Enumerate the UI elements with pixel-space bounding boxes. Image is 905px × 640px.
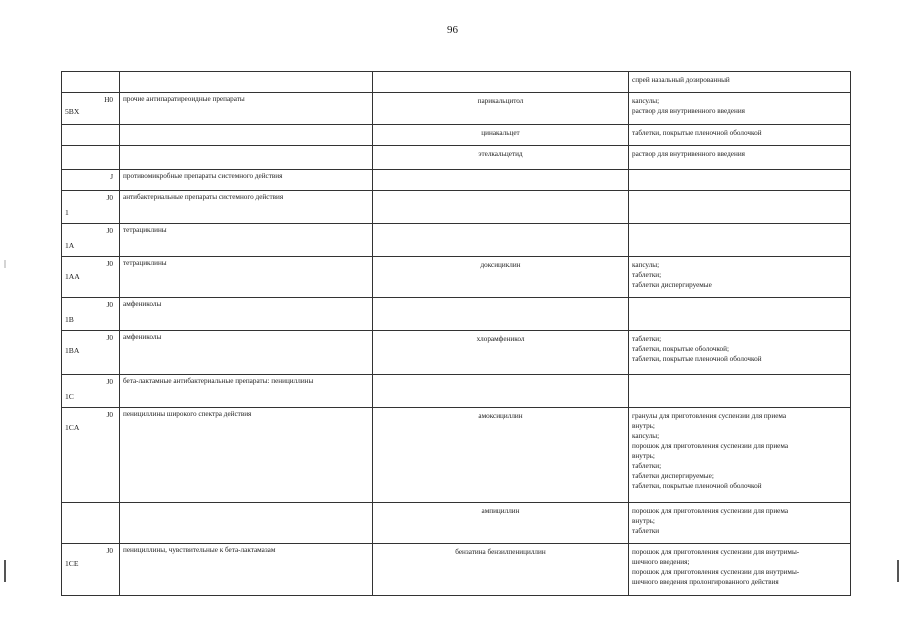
table-row (62, 224, 851, 257)
nonproprietary-name-cell (373, 224, 629, 257)
left-margin-mark (4, 260, 6, 268)
atc-code: 1A (65, 241, 75, 250)
nonproprietary-name-cell: ампициллин (373, 503, 629, 544)
dosage-form-line: шечного введения; (632, 558, 690, 566)
dosage-form-line: гранулы для приготовления суспензии для приема (632, 412, 787, 420)
table-row (62, 170, 851, 191)
table-row (62, 93, 851, 125)
dosage-forms-cell (629, 146, 851, 170)
dosage-form-line: таблетки; (632, 335, 662, 343)
atc-code-suffix: J (110, 173, 113, 181)
table-row (62, 544, 851, 596)
atc-code-suffix: J0 (106, 260, 113, 268)
atc-code: 1AA (65, 272, 80, 281)
anatomical-group-cell (120, 72, 373, 93)
anatomical-group-cell: бета-лактамные антибактериальные препараты: пенициллины (120, 375, 373, 408)
atc-code-suffix: J0 (106, 334, 113, 342)
anatomical-group-cell (120, 125, 373, 146)
anatomical-group-cell (120, 503, 373, 544)
dosage-form-line: шечного введения пролонгированного действия (632, 578, 779, 586)
atc-code-cell (62, 224, 120, 257)
atc-code: 1BA (65, 346, 80, 355)
atc-code: 1B (65, 315, 74, 324)
nonproprietary-name-cell: этелкальцетид (373, 146, 629, 170)
atc-code-cell (62, 72, 120, 93)
drug-table (61, 71, 851, 596)
dosage-form-line: таблетки; (632, 271, 662, 279)
dosage-form-line: внутрь; (632, 517, 655, 525)
table-row (62, 125, 851, 146)
anatomical-group-cell: амфениколы (120, 331, 373, 375)
dosage-form-line: таблетки, покрытые пленочной оболочкой (632, 482, 762, 490)
anatomical-group-cell: противомикробные препараты системного действия (120, 170, 373, 191)
anatomical-group-cell: пенициллины широкого спектра действия (120, 408, 373, 503)
dosage-form-line: таблетки, покрытые оболочкой; (632, 345, 729, 353)
nonproprietary-name-cell (373, 191, 629, 224)
table-row (62, 331, 851, 375)
atc-code-cell (62, 93, 120, 125)
dosage-forms-cell (629, 72, 851, 93)
dosage-forms-cell (629, 503, 851, 544)
atc-code-cell (62, 125, 120, 146)
dosage-form-line: раствор для внутривенного введения (632, 150, 745, 158)
nonproprietary-name-cell: парикальцитол (373, 93, 629, 125)
atc-code-cell (62, 331, 120, 375)
atc-code-suffix: J0 (106, 378, 113, 386)
atc-code-suffix: J0 (106, 227, 113, 235)
atc-code: 5BX (65, 107, 80, 116)
anatomical-group-cell: тетрациклины (120, 224, 373, 257)
nonproprietary-name-cell (373, 298, 629, 331)
atc-code-suffix: J0 (106, 194, 113, 202)
dosage-forms-cell (629, 224, 851, 257)
table-row (62, 72, 851, 93)
atc-code-cell (62, 298, 120, 331)
table-row (62, 375, 851, 408)
dosage-forms-cell (629, 544, 851, 596)
dosage-forms-cell (629, 257, 851, 298)
right-margin-mark (897, 560, 899, 582)
dosage-form-line: порошок для приготовления суспензии для внутримы- (632, 548, 800, 556)
nonproprietary-name-cell: доксициклин (373, 257, 629, 298)
anatomical-group-cell: амфениколы (120, 298, 373, 331)
dosage-forms-cell (629, 170, 851, 191)
anatomical-group-cell: прочие антипаратиреоидные препараты (120, 93, 373, 125)
dosage-forms-cell (629, 125, 851, 146)
dosage-form-line: капсулы; (632, 97, 660, 105)
nonproprietary-name-cell: бензатина бензилпенициллин (373, 544, 629, 596)
dosage-forms-cell (629, 298, 851, 331)
dosage-form-line: порошок для приготовления суспензии для приема (632, 507, 789, 515)
atc-code-cell (62, 408, 120, 503)
anatomical-group-cell: пенициллины, чувствительные к бета-лактамазам (120, 544, 373, 596)
dosage-forms-cell (629, 408, 851, 503)
atc-code-cell (62, 257, 120, 298)
nonproprietary-name-cell (373, 72, 629, 93)
dosage-forms-cell (629, 93, 851, 125)
table-row (62, 191, 851, 224)
anatomical-group-cell: тетрациклины (120, 257, 373, 298)
nonproprietary-name-cell: амоксициллин (373, 408, 629, 503)
atc-code-suffix: J0 (106, 547, 113, 555)
dosage-form-line: порошок для приготовления суспензии для приема (632, 442, 789, 450)
left-margin-mark (4, 560, 6, 582)
atc-code-suffix: J0 (106, 411, 113, 419)
anatomical-group-cell: антибактериальные препараты системного действия (120, 191, 373, 224)
atc-code-suffix: J0 (106, 301, 113, 309)
nonproprietary-name-cell (373, 170, 629, 191)
atc-code-cell (62, 146, 120, 170)
dosage-form-line: раствор для внутривенного введения (632, 107, 745, 115)
table-row (62, 503, 851, 544)
atc-code-cell (62, 170, 120, 191)
table-row (62, 146, 851, 170)
dosage-form-line: таблетки; (632, 462, 662, 470)
dosage-forms-cell (629, 191, 851, 224)
atc-code-suffix: H0 (104, 96, 113, 104)
atc-code: 1CE (65, 559, 79, 568)
dosage-form-line: спрей назальный дозированный (632, 76, 730, 84)
atc-code-cell (62, 503, 120, 544)
table-row (62, 408, 851, 503)
dosage-forms-cell (629, 375, 851, 408)
dosage-form-line: таблетки диспергируемые (632, 281, 712, 289)
dosage-form-line: капсулы; (632, 261, 660, 269)
dosage-form-line: таблетки диспергируемые; (632, 472, 714, 480)
atc-code-cell (62, 544, 120, 596)
atc-code-cell (62, 191, 120, 224)
table-row (62, 298, 851, 331)
dosage-form-line: таблетки, покрытые пленочной оболочкой (632, 129, 762, 137)
dosage-form-line: внутрь; (632, 422, 655, 430)
nonproprietary-name-cell (373, 375, 629, 408)
atc-code: 1CA (65, 423, 80, 432)
dosage-form-line: капсулы; (632, 432, 660, 440)
nonproprietary-name-cell: цинакальцет (373, 125, 629, 146)
dosage-form-line: внутрь; (632, 452, 655, 460)
atc-code: 1 (65, 208, 69, 217)
page-number: 96 (447, 24, 458, 36)
dosage-form-line: таблетки (632, 527, 660, 535)
atc-code: 1C (65, 392, 74, 401)
nonproprietary-name-cell: хлорамфеникол (373, 331, 629, 375)
anatomical-group-cell (120, 146, 373, 170)
atc-code-cell (62, 375, 120, 408)
dosage-form-line: таблетки, покрытые пленочной оболочкой (632, 355, 762, 363)
table-row (62, 257, 851, 298)
dosage-form-line: порошок для приготовления суспензии для внутримы- (632, 568, 800, 576)
dosage-forms-cell (629, 331, 851, 375)
